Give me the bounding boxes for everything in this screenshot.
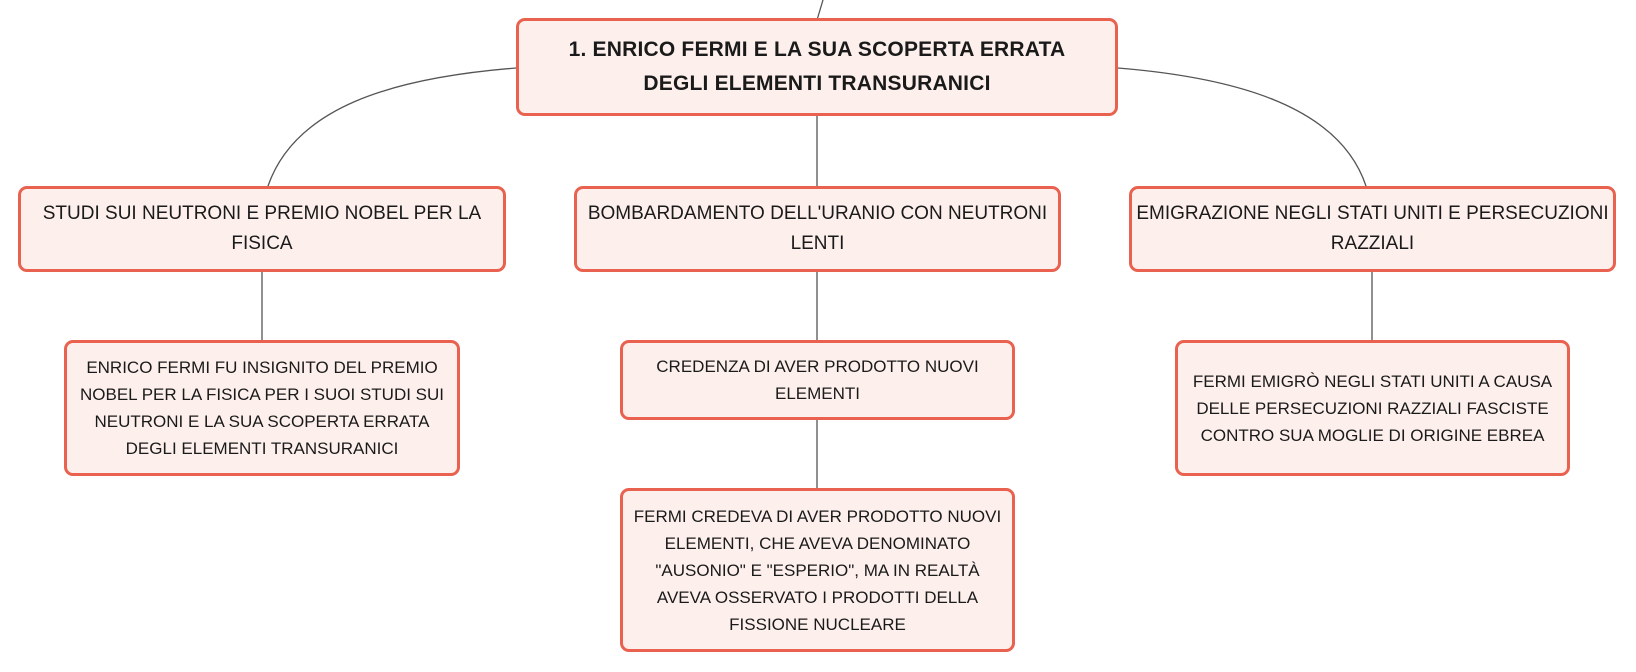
subtopic-node-label: ENRICO FERMI FU INSIGNITO DEL PREMIO NOBEL PER LA FISICA PER I SUOI STUDI SUI NEUTRONI E LA SUA SCOPERTA ERRATA DEGLI ELEMENTI TRANSURANICI [79, 358, 445, 458]
branch-node-label: STUDI SUI NEUTRONI E PREMIO NOBEL PER LA FISICA [42, 203, 482, 254]
connector-root-to-branch-3 [1118, 68, 1366, 186]
connector-root-to-branch-1 [268, 68, 516, 186]
branch-node-label: EMIGRAZIONE NEGLI STATI UNITI E PERSECUZIONI RAZZIALI [1136, 203, 1609, 254]
subtopic-node-nobel-detail[interactable] [64, 340, 460, 476]
branch-node-emigration[interactable] [1129, 186, 1616, 272]
root-node-label: 1. ENRICO FERMI E LA SUA SCOPERTA ERRATA DEGLI ELEMENTI TRANSURANICI [568, 38, 1066, 95]
branch-node-nobel[interactable] [18, 186, 506, 272]
subtopic-node-new-elements[interactable] [620, 340, 1015, 420]
subtopic-node-fission-detail[interactable] [620, 488, 1015, 652]
subtopic-node-label: CREDENZA DI AVER PRODOTTO NUOVI ELEMENTI [656, 357, 979, 403]
branch-node-uranium[interactable] [574, 186, 1061, 272]
root-node[interactable] [516, 18, 1118, 116]
subtopic-node-label: FERMI CREDEVA DI AVER PRODOTTO NUOVI ELEMENTI, CHE AVEVA DENOMINATO "AUSONIO" E "ESPERIO", MA IN REALTÀ AVEVA OSSERVATO I PRODOTTI DELLA FISSIONE NUCLEARE [633, 506, 1002, 634]
branch-node-label: BOMBARDAMENTO DELL'URANIO CON NEUTRONI LENTI [587, 203, 1048, 254]
subtopic-node-label: FERMI EMIGRÒ NEGLI STATI UNITI A CAUSA DELLE PERSECUZIONI RAZZIALI FASCISTE CONTRO SUA MOGLIE DI ORIGINE EBREA [1192, 371, 1553, 445]
connector-parent-to-root [817, 0, 823, 20]
subtopic-node-emigration-detail[interactable] [1175, 340, 1570, 476]
